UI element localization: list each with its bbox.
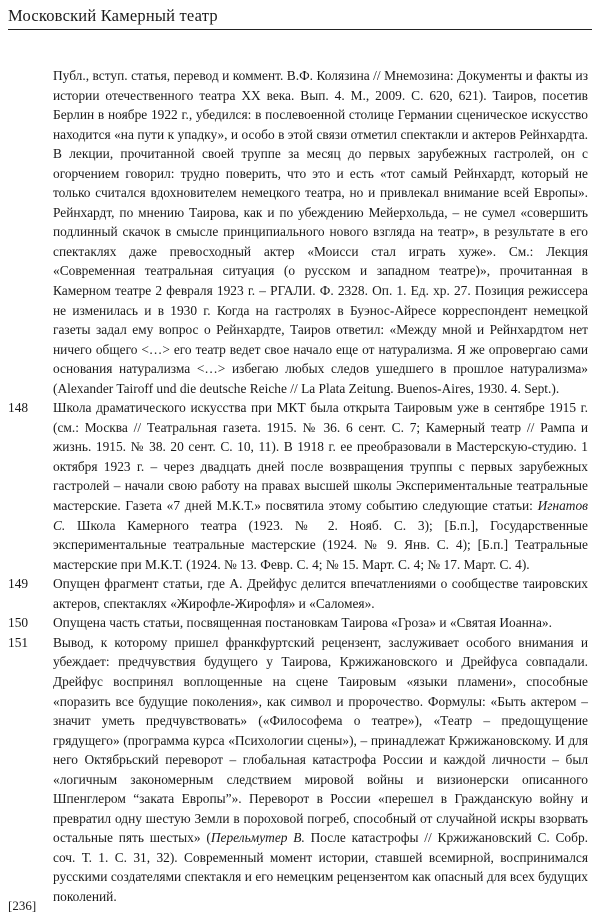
- note-number: 151: [8, 634, 29, 650]
- note-text: Опущен фрагмент статьи, где А. Дрейфус делится впечатлениями о сообществе таировских актеров, спектаклях «Жирофле-Жирофля» и «Саломея».: [53, 576, 588, 611]
- note-text: Опущена часть статьи, посвященная постановкам Таирова «Гроза» и «Святая Иоанна».: [53, 615, 552, 631]
- note-151: [8, 633, 588, 907]
- note-150: [8, 613, 588, 633]
- page-content: [8, 66, 588, 907]
- note-149: [8, 574, 588, 613]
- note-number: 148: [8, 400, 29, 416]
- note-text-part: Школа Камерного театра (1923. № 2. Нояб. С. 3); [Б.п.], Государственные экспериментальные театральные мастерские (1924. № 9. Янв. С. 4); [Б.п.] Театральные мастерские при М.К.Т. (1924. № 13. Февр. С. 4; № 15. Март. С. 4; № 17. Март. С. 4).: [53, 517, 588, 572]
- note-text: [53, 398, 588, 574]
- note-text-part: Школа драматического искусства при МКТ была открыта Таировым уже в сентябре 1915 г. (см.: Москва // Театральная газета. 1915. № 36. 6 сент. С. 7; Камерный театр // Рампа и жизнь. 1915. № 38. 20 сент. С. 10, 11). В 1918 г. ее преобразовали в Мастерскую-студию. 1 октября 1923 г. – через двадцать дней после возвращения труппы с первых зарубежных гастролей – начали свою работу на правах высшей школы Экспериментальные театральные мастерские. Газета «7 дней М.К.Т.» посвятила этому событию следующие статьи:: [53, 400, 588, 514]
- note-number: 150: [8, 615, 29, 631]
- note-author-italic: Игнатов С.: [53, 498, 588, 533]
- header-title: Московский Камерный театр: [8, 6, 218, 25]
- note-text: [53, 633, 588, 907]
- note-148: [8, 398, 588, 574]
- note-text-part: После катастрофы // Кржижановский С. Собр. соч. Т. 1. С. 31, 32). Современный момент истории, ставшей всемирной, воспринимался русскими создателями спектакля и его немецким рецензентом как опасный для всех будущих поколений.: [53, 830, 588, 904]
- page-number: [236]: [8, 898, 37, 913]
- continued-note-text: Публ., вступ. статья, перевод и коммент. В.Ф. Колязина // Мнемозина: Документы и факты из истории отечественного театра XX века. Вып. 4. М., 2009. С. 620, 621). Таиров, посетив Берлин в ноябре 1922 г., убедился: в послевоенной столице Германии сценическое искусство находится «на пути к упадку», и особо в этой связи отметил спектакли и актеров Рейнхардта. В лекции, прочитанной своей труппе за месяц до первых зарубежных гастролей, он с огорчением говорил: трудно поверить, что это и есть «тот самый Рейнхардт, который не только считался вдохновителем немецкого театра, но и привлекал внимание всей Европы». Рейнхардт, по мнению Таирова, как и по убеждению Мейерхольда, – не сумел «совершить подлинный скачок в смысле принципиального нового взгляда на театр», в результате в его спектаклях даже превосходный актер «Моисси стал играть хуже». См.: Лекция «Современная театральная ситуация (о русском и западном театре)», прочитанная в Камерном театре 2 февраля 1923 г. – РГАЛИ. Ф. 2328. Оп. 1. Ед. хр. 27. Позиция режиссера не изменилась и в 1930 г. Когда на гастролях в Буэнос-Айресе корреспондент немецкой газеты задал ему вопрос о Рейнхардте, Таиров ответил: «Между мной и Рейнхардтом нет ничего общего <…> его театр ведет свое начало еще от натурализма. Я же опровергаю сами основания натурализма <…> избегаю любых следов ушедшего в прошлое натурализма» (Alexander Tairoff und die deutsche Reiche // La Plata Zeitung. Buenos-Aires, 1930. 4. Sept.).: [53, 68, 588, 396]
- note-text-part: Вывод, к которому пришел франкфуртский рецензент, заслуживает особого внимания и убеждает: предчувствия будущего у Таирова, Кржижановского и Дрейфуса совпадали. Дрейфус воспринял воплощенные на сцене Таировым «языки пламени», способные «поразить все будущие поколения», как символ и пророчество. Формулы: «Быть актером – значит уметь предчувствовать» («Философема о театре»), «Театр – предощущение грядущего» (программа курса «Психологии сцены»), – принадлежат Кржижановскому. И для него Октябрьский переворот – глобальная катастрофа России и каждой личности – был «логичным закономерным следствием мировой войны и визионерски описанного Шпенглером “заката Европы”». Переворот в России «перешел в Гражданскую войну и превратил одну шестую Земли в пороховой погреб, способный от случайной искры взорвать остальные пять шестых» (: [53, 634, 588, 846]
- note-number: 149: [8, 576, 29, 592]
- running-header: [8, 6, 592, 30]
- note-author-italic: Перельмутер В.: [210, 830, 305, 846]
